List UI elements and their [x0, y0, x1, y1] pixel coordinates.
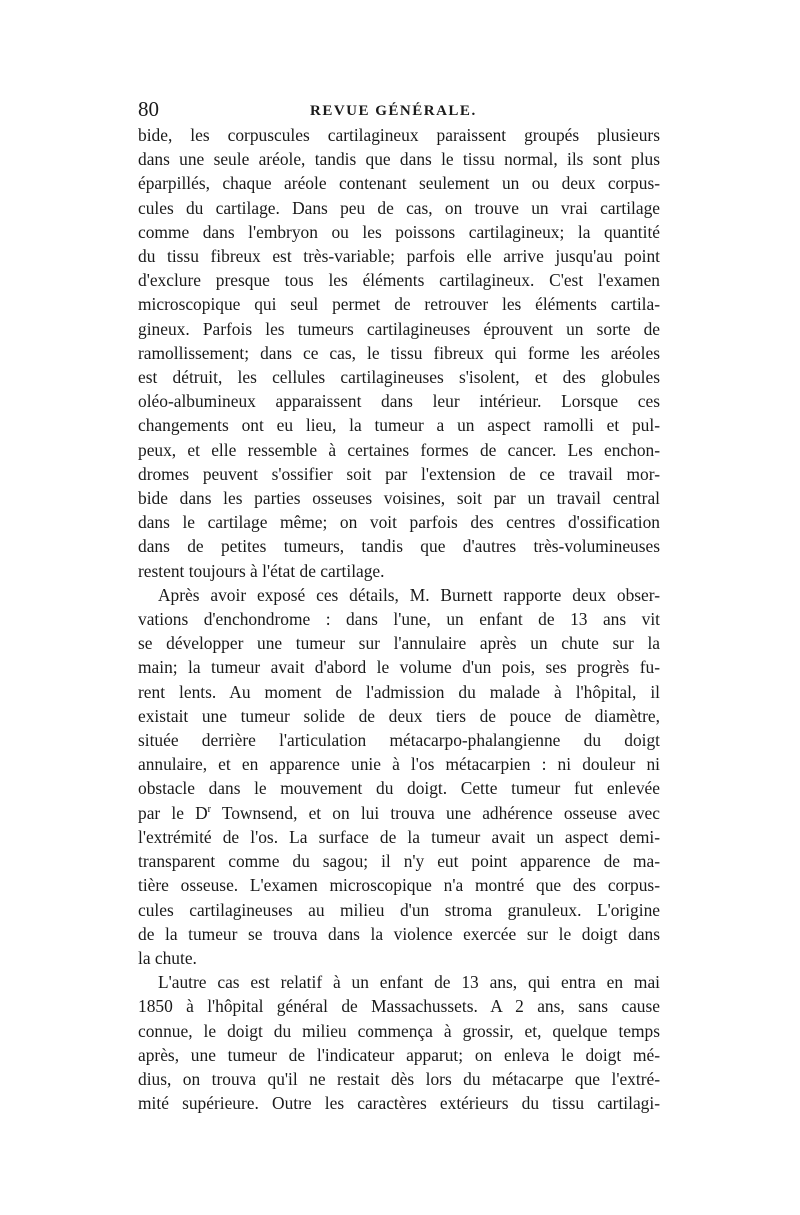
text-line: annulaire, et en apparence unie à l'os métacarpien : ni douleur ni — [138, 754, 660, 775]
text-line: rent lents. Au moment de l'admission du malade à l'hôpital, il — [138, 681, 660, 702]
text-line: main; la tumeur avait d'abord le volume d'un pois, ses progrès fu- — [138, 657, 660, 678]
text-line: d'exclure presque tous les éléments cartilagineux. C'est l'examen — [138, 270, 660, 291]
text-line: bide dans les parties osseuses voisines, soit par un travail central — [138, 488, 660, 509]
body-text — [138, 123, 660, 1115]
text-line: peux, et elle ressemble à certaines formes de cancer. Les enchon- — [138, 439, 660, 460]
text-line: microscopique qui seul permet de retrouver les éléments cartila- — [138, 294, 660, 315]
text-line: transparent comme du sagou; il n'y eut point apparence de ma- — [138, 851, 660, 872]
running-title: REVUE GÉNÉRALE. — [310, 103, 477, 119]
text-line: de la tumeur se trouva dans la violence exercée sur le doigt dans — [138, 923, 660, 944]
book-page — [138, 96, 660, 1115]
text-line: 1850 à l'hôpital général de Massachussets. A 2 ans, sans cause — [138, 996, 660, 1017]
text-line: dius, on trouva qu'il ne restait dès lors du métacarpe que l'extré- — [138, 1068, 660, 1089]
text-line: existait une tumeur solide de deux tiers de pouce de diamètre, — [138, 705, 660, 726]
doctor-superscript: r — [207, 803, 211, 815]
text-line: tière osseuse. L'examen microscopique n'a montré que des corpus- — [138, 875, 660, 896]
text-line: oléo-albumineux apparaissent dans leur intérieur. Lorsque ces — [138, 391, 660, 412]
text-line: ramollissement; dans ce cas, le tissu fibreux qui forme les aréoles — [138, 342, 660, 363]
text-line: L'autre cas est relatif à un enfant de 13 ans, qui entra en mai — [158, 972, 660, 993]
text-line-townsend — [138, 801, 660, 825]
text-line: changements ont eu lieu, la tumeur a un aspect ramolli et pul- — [138, 415, 660, 436]
text-line: obstacle dans le mouvement du doigt. Cette tumeur fut enlevée — [138, 778, 660, 799]
page-number: 80 — [138, 97, 159, 121]
text-line: Après avoir exposé ces détails, M. Burnett rapporte deux obser- — [158, 584, 660, 605]
text-line: vations d'enchondrome : dans l'une, un enfant de 13 ans vit — [138, 609, 660, 630]
text-line: située derrière l'articulation métacarpo-phalangienne du doigt — [138, 730, 660, 751]
text-line: est détruit, les cellules cartilagineuses s'isolent, et des globules — [138, 367, 660, 388]
text-line: gineux. Parfois les tumeurs cartilagineuses éprouvent un sorte de — [138, 318, 660, 339]
text-line: bide, les corpuscules cartilagineux paraissent groupés plusieurs — [138, 125, 660, 145]
text-line: mité supérieure. Outre les caractères extérieurs du tissu cartilagi- — [138, 1093, 660, 1114]
text-line: comme dans l'embryon ou les poissons cartilagineux; la quantité — [138, 221, 660, 242]
running-head — [138, 96, 660, 122]
townsend-rest: Townsend, et on lui trouva une adhérence osseuse avec — [210, 802, 660, 823]
text-line: éparpillés, chaque aréole contenant seulement un ou deux corpus- — [138, 173, 660, 194]
text-line: connue, le doigt du milieu commença à grossir, et, quelque temps — [138, 1020, 660, 1041]
text-line: du tissu fibreux est très-variable; parfois elle arrive jusqu'au point — [138, 246, 660, 267]
text-line: cules cartilagineuses au milieu d'un stroma granuleux. L'origine — [138, 899, 660, 920]
text-line: après, une tumeur de l'indicateur apparut; on enleva le doigt mé- — [138, 1044, 660, 1065]
text-line: restent toujours à l'état de cartilage. — [138, 560, 385, 581]
text-line: l'extrémité de l'os. La surface de la tumeur avait un aspect demi- — [138, 826, 660, 847]
text-line: dans le cartilage même; on voit parfois des centres d'ossification — [138, 512, 660, 533]
townsend-prefix: par le D — [138, 802, 208, 823]
text-line: la chute. — [138, 947, 197, 968]
text-line: dans une seule aréole, tandis que dans le tissu normal, ils sont plus — [138, 149, 660, 170]
text-line: dans de petites tumeurs, tandis que d'autres très-volumineuses — [138, 536, 660, 557]
text-line: dromes peuvent s'ossifier soit par l'extension de ce travail mor- — [138, 463, 660, 484]
text-line: se développer une tumeur sur l'annulaire après un chute sur la — [138, 633, 660, 654]
text-line: cules du cartilage. Dans peu de cas, on trouve un vrai cartilage — [138, 197, 660, 218]
